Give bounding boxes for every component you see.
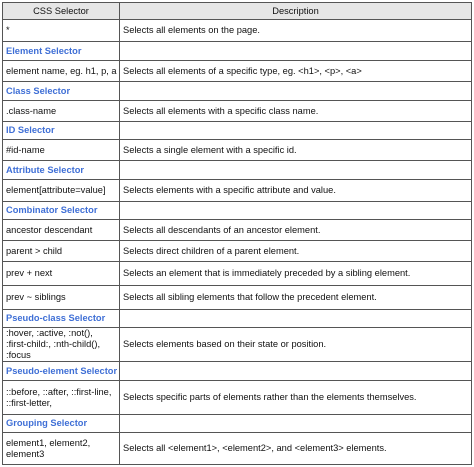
description-cell: Selects all descendants of an ancestor element.	[120, 220, 472, 241]
selector-cell: prev + next	[3, 262, 120, 286]
selector-cell: ::before, ::after, ::first-line, ::first-letter,	[3, 381, 120, 415]
table-row	[3, 180, 472, 202]
section-heading: Class Selector	[3, 82, 120, 101]
section-heading: Attribute Selector	[3, 161, 120, 180]
section-row	[3, 161, 472, 180]
selector-cell: element[attribute=value]	[3, 180, 120, 202]
description-cell: Selects direct children of a parent element.	[120, 241, 472, 262]
column-header-description: Description	[120, 3, 472, 20]
section-row	[3, 42, 472, 61]
selector-cell: prev ~ siblings	[3, 286, 120, 310]
selector-cell: element1, element2, element3	[3, 433, 120, 465]
table-row	[3, 328, 472, 362]
selector-cell: element name, eg. h1, p, a	[3, 61, 120, 82]
section-row	[3, 122, 472, 140]
description-cell: Selects specific parts of elements rather than the elements themselves.	[120, 381, 472, 415]
section-row	[3, 82, 472, 101]
section-empty-cell	[120, 82, 472, 101]
table-body	[3, 20, 472, 465]
section-heading: Pseudo-element Selector	[3, 362, 120, 381]
selector-cell: parent > child	[3, 241, 120, 262]
section-empty-cell	[120, 310, 472, 328]
section-empty-cell	[120, 42, 472, 61]
section-row	[3, 202, 472, 220]
table-row	[3, 286, 472, 310]
selector-cell: .class-name	[3, 101, 120, 122]
section-row	[3, 362, 472, 381]
table-row	[3, 433, 472, 465]
table-row	[3, 101, 472, 122]
section-row	[3, 415, 472, 433]
selector-cell: ancestor descendant	[3, 220, 120, 241]
section-heading: ID Selector	[3, 122, 120, 140]
column-header-css-selector: CSS Selector	[3, 3, 120, 20]
table-row	[3, 20, 472, 42]
description-cell: Selects elements based on their state or position.	[120, 328, 472, 362]
description-cell: Selects a single element with a specific id.	[120, 140, 472, 161]
table-row	[3, 381, 472, 415]
section-empty-cell	[120, 202, 472, 220]
section-heading: Element Selector	[3, 42, 120, 61]
section-empty-cell	[120, 362, 472, 381]
description-cell: Selects all elements with a specific class name.	[120, 101, 472, 122]
css-selector-table	[2, 2, 472, 465]
table-row	[3, 61, 472, 82]
section-heading: Grouping Selector	[3, 415, 120, 433]
table-row	[3, 262, 472, 286]
selector-cell: :hover, :active, :not(), :first-child:, :nth-child(), :focus	[3, 328, 120, 362]
section-empty-cell	[120, 161, 472, 180]
table-header	[3, 3, 472, 20]
section-empty-cell	[120, 122, 472, 140]
table-row	[3, 241, 472, 262]
description-cell: Selects all <element1>, <element2>, and <element3> elements.	[120, 433, 472, 465]
table-row	[3, 220, 472, 241]
description-cell: Selects all elements on the page.	[120, 20, 472, 42]
table-row	[3, 140, 472, 161]
section-empty-cell	[120, 415, 472, 433]
description-cell: Selects all elements of a specific type, eg. <h1>, <p>, <a>	[120, 61, 472, 82]
section-heading: Pseudo-class Selector	[3, 310, 120, 328]
section-row	[3, 310, 472, 328]
selector-cell: #id-name	[3, 140, 120, 161]
description-cell: Selects elements with a specific attribute and value.	[120, 180, 472, 202]
section-heading: Combinator Selector	[3, 202, 120, 220]
description-cell: Selects all sibling elements that follow the precedent element.	[120, 286, 472, 310]
selector-cell: *	[3, 20, 120, 42]
description-cell: Selects an element that is immediately preceded by a sibling element.	[120, 262, 472, 286]
